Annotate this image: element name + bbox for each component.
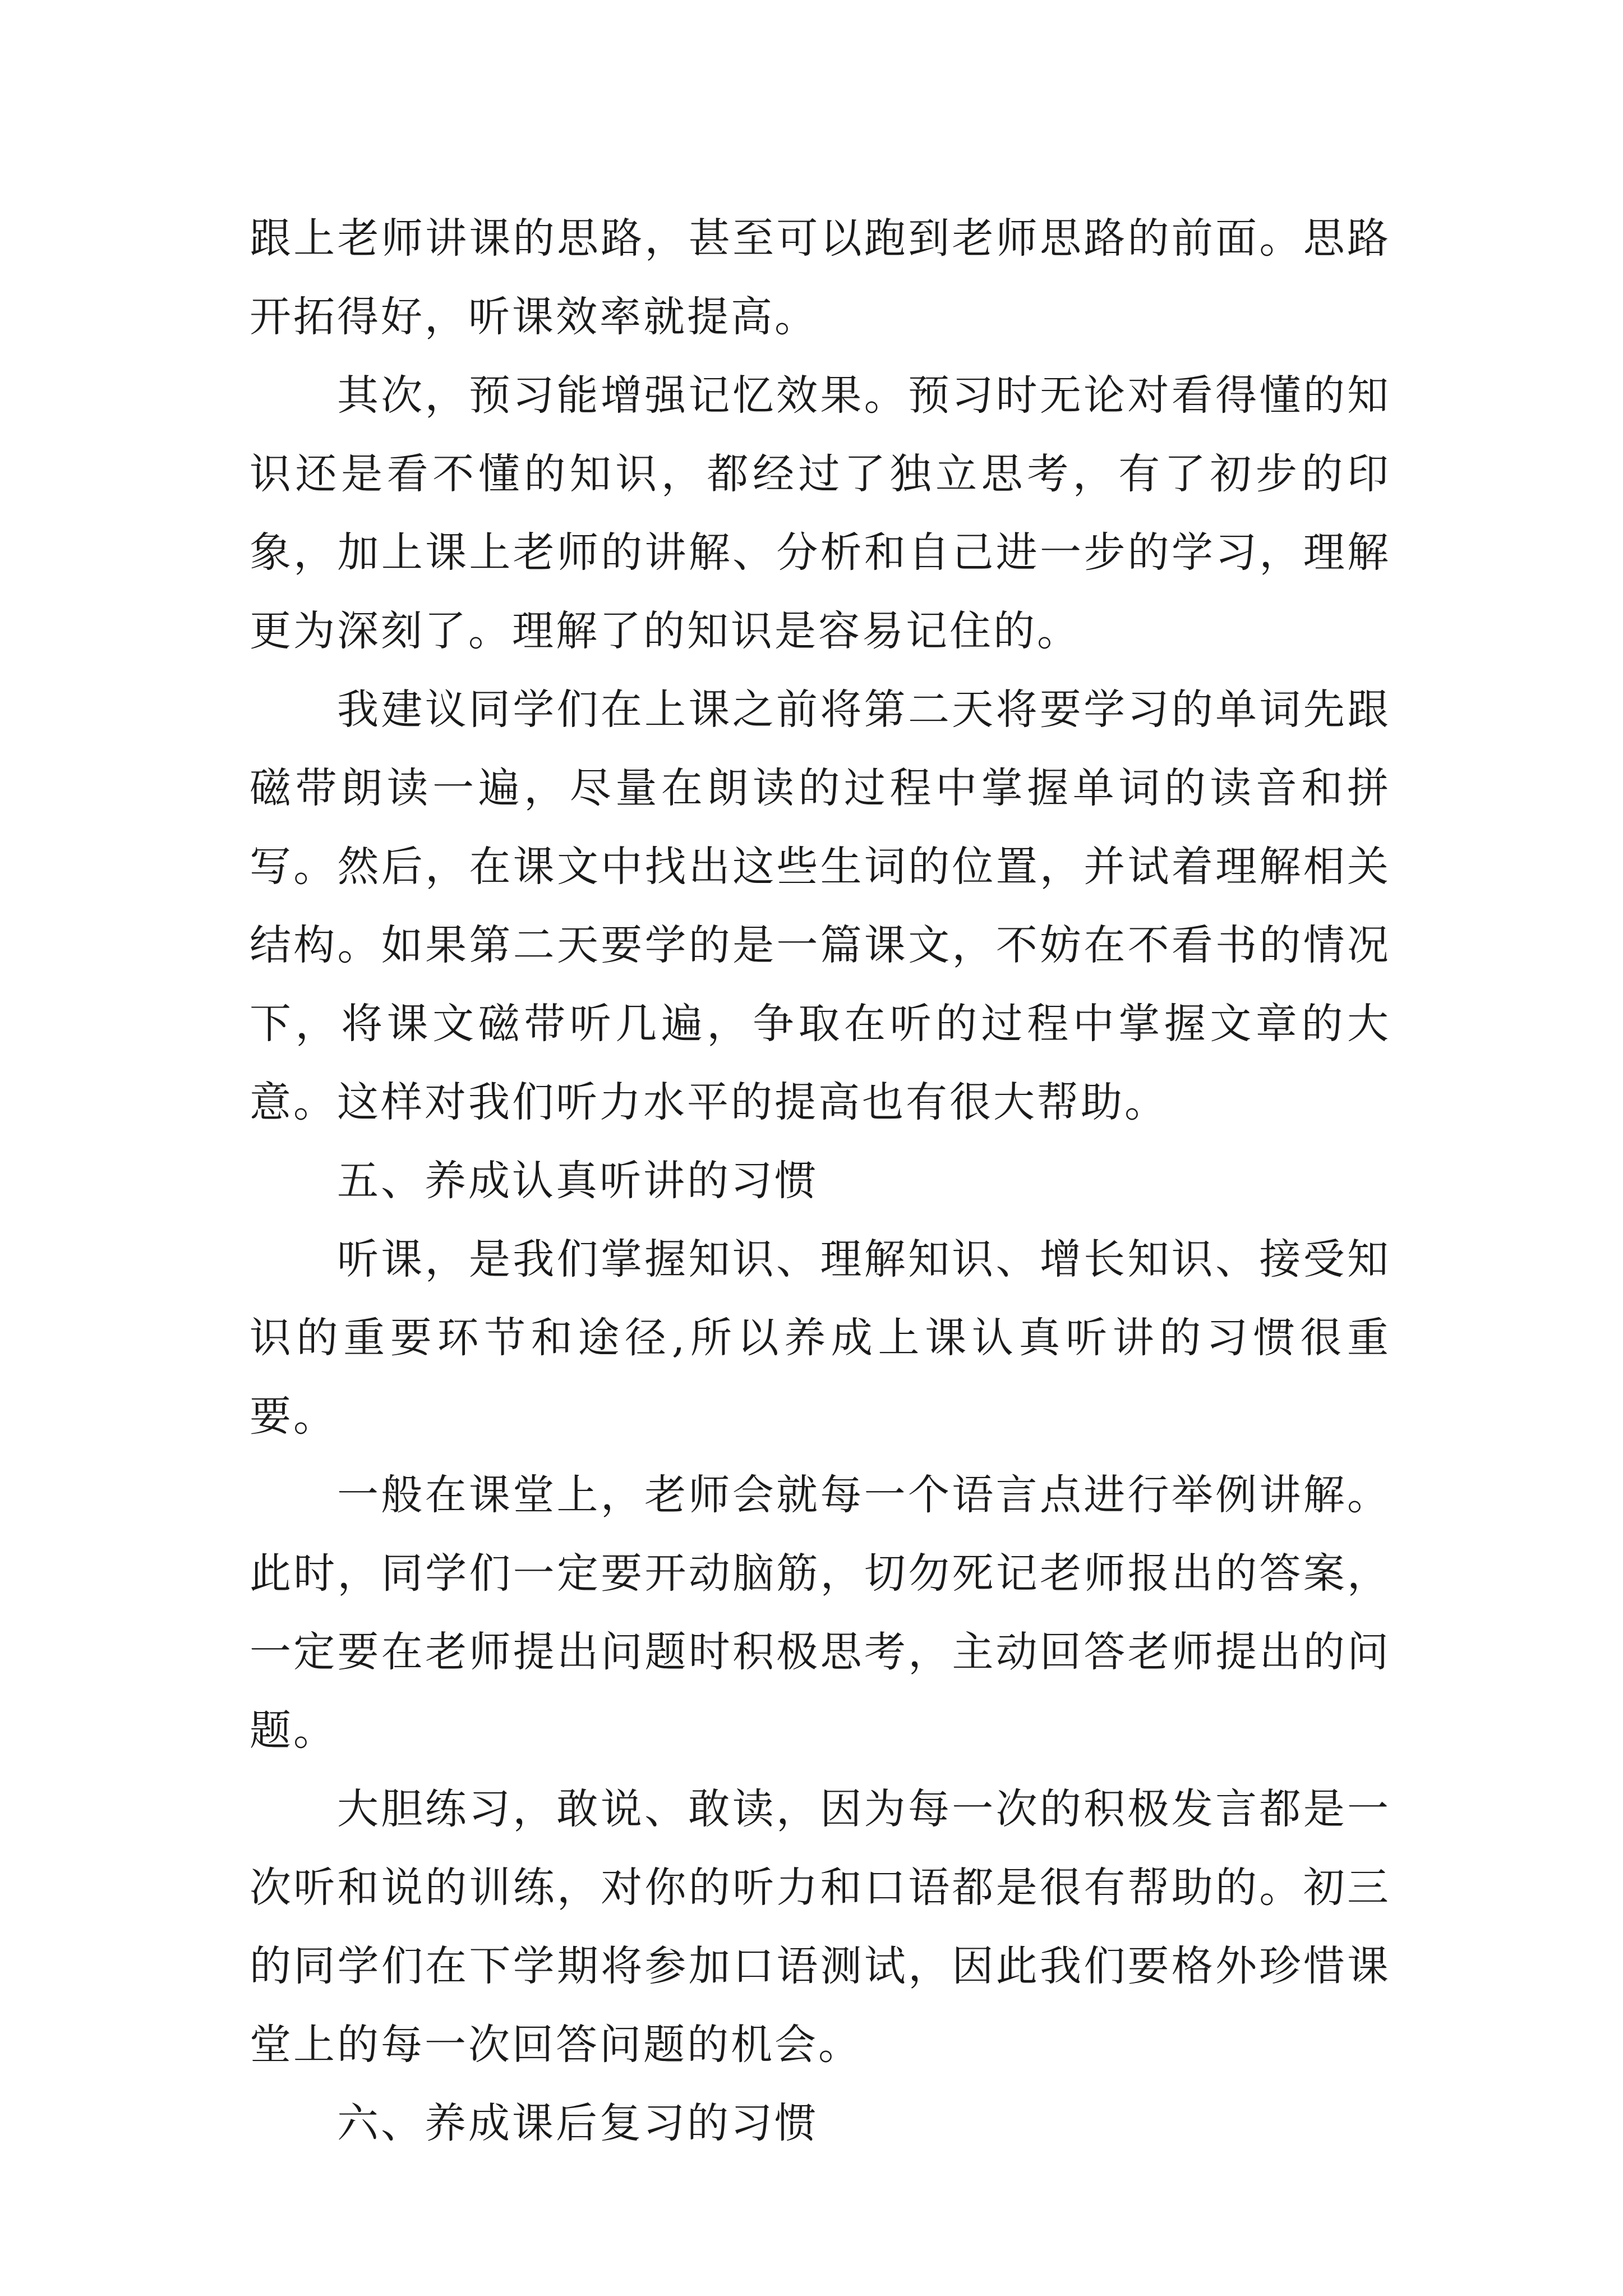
paragraph-classroom-thinking: 一般在课堂上，老师会就每一个语言点进行举例讲解。此时，同学们一定要开动脑筋，切勿死记老师报出的答案，一定要在老师提出问题时积极思考，主动回答老师提出的问题。 — [250, 1471, 1391, 1755]
paragraph-speaking-practice: 大胆练习，敢说、敢读，因为每一次的积极发言都是一次听和说的训练，对你的听力和口语都是很有帮助的。初三的同学们在下学期将参加口语测试，因此我们要格外珍惜课堂上的每一次回答问题的机会。 — [250, 1785, 1391, 2069]
paragraph-preview-suggestion: 我建议同学们在上课之前将第二天将要学习的单词先跟磁带朗读一遍，尽量在朗读的过程中掌握单词的读音和拼写。然后，在课文中找出这些生词的位置，并试着理解相关结构。如果第二天要学的是一篇课文，不妨在不看书的情况下，将课文磁带听几遍，争取在听的过程中掌握文章的大意。这样对我们听力水平的提高也有很大帮助。 — [250, 685, 1391, 1126]
document-body — [250, 199, 1391, 2162]
paragraph-listening-importance: 听课，是我们掌握知识、理解知识、增长知识、接受知识的重要环节和途径,所以养成上课认真听讲的习惯很重要。 — [250, 1235, 1391, 1441]
paragraph-continued: 跟上老师讲课的思路，甚至可以跑到老师思路的前面。思路开拓得好，听课效率就提高。 — [250, 214, 1391, 341]
paragraph-memory-effect: 其次，预习能增强记忆效果。预习时无论对看得懂的知识还是看不懂的知识，都经过了独立思考，有了初步的印象，加上课上老师的讲解、分析和自己进一步的学习，理解更为深刻了。理解了的知识是容易记住的。 — [250, 371, 1391, 655]
section-heading-review: 六、养成课后复习的习惯 — [337, 2099, 818, 2147]
section-heading-listening: 五、养成认真听讲的习惯 — [337, 1157, 818, 1205]
